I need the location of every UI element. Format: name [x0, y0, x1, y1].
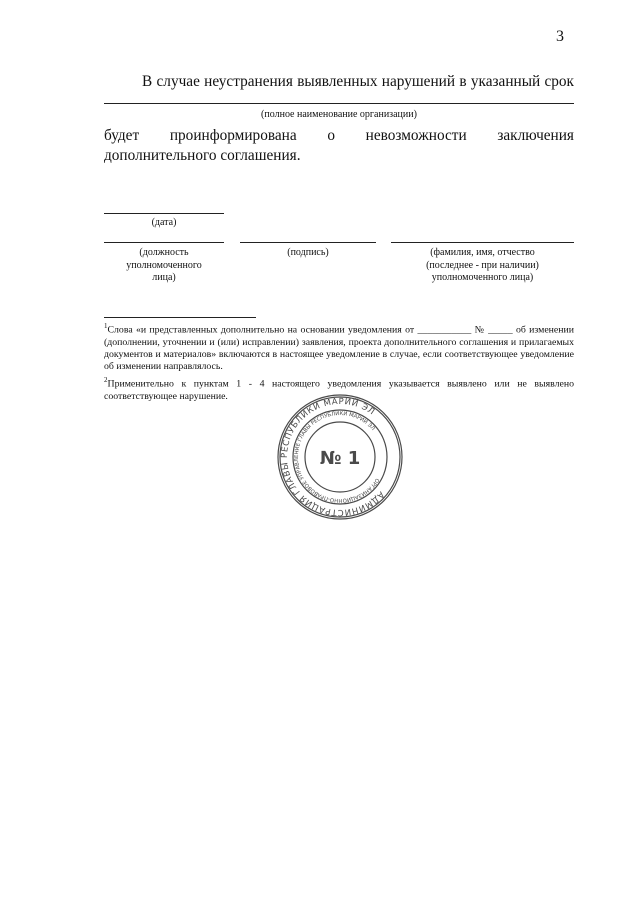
signature-line: [240, 242, 376, 243]
date-line: [104, 213, 224, 214]
footnotes: [104, 320, 574, 403]
footnote-1: $^1$Слова «и представленных дополнительно на основании уведомления от ___________ № _____ об изменении (дополнении, уточнении и (или) исправлении) заявления, проекта дополнительного соглашения и прилагаемых документов и материалов» включаются в настоящее уведомление в случае, если соответствующее уведомление об изменении направлялось.: [104, 322, 574, 373]
date-caption: (дата): [151, 217, 177, 228]
paragraph-line-1: В случае неустранения выявленных нарушений в указанный срок: [142, 73, 574, 90]
word: будет: [104, 127, 140, 144]
full-name-caption: (фамилия, имя, отчество (последнее - при наличии) уполномоченного лица): [426, 247, 539, 283]
word: о: [327, 127, 335, 144]
position-caption: (должность уполномоченного лица): [126, 247, 202, 283]
paragraph-line-3: дополнительного соглашения.: [104, 147, 301, 164]
footnote-separator: [104, 317, 256, 318]
position-line: [104, 242, 224, 243]
signature-caption: (подпись): [287, 247, 329, 258]
notice-paragraph: [104, 72, 574, 92]
word: невозможности: [365, 127, 467, 144]
paragraph-continuation: [104, 126, 574, 166]
seal-outer-text: АДМИНИСТРАЦИЯ ГЛАВЫ РЕСПУБЛИКИ МАРИЙ ЭЛ: [279, 396, 386, 518]
seal-inner-text: ОРГАНИЗАЦИОННО-ПРАВОВОЕ УПРАВЛЕНИЕ ГЛАВЫ РЕСПУБЛИКИ МАРИЙ ЭЛ: [293, 410, 380, 504]
organization-name-caption: (полное наименование организации): [261, 109, 417, 120]
page-number: 3: [556, 28, 564, 45]
full-name-line: [391, 242, 574, 243]
paragraph-line-2: [104, 126, 574, 146]
footnote-2: $^2$Применительно к пунктам 1 - 4 настоящего уведомления указывается выявлено или не выявлено соответствующее нарушение.: [104, 375, 574, 402]
word: заключения: [497, 127, 574, 144]
seal-number: № 1: [319, 448, 361, 469]
organization-name-line: [104, 103, 574, 104]
word: проинформирована: [169, 127, 297, 144]
official-seal-stamp: [275, 392, 405, 522]
